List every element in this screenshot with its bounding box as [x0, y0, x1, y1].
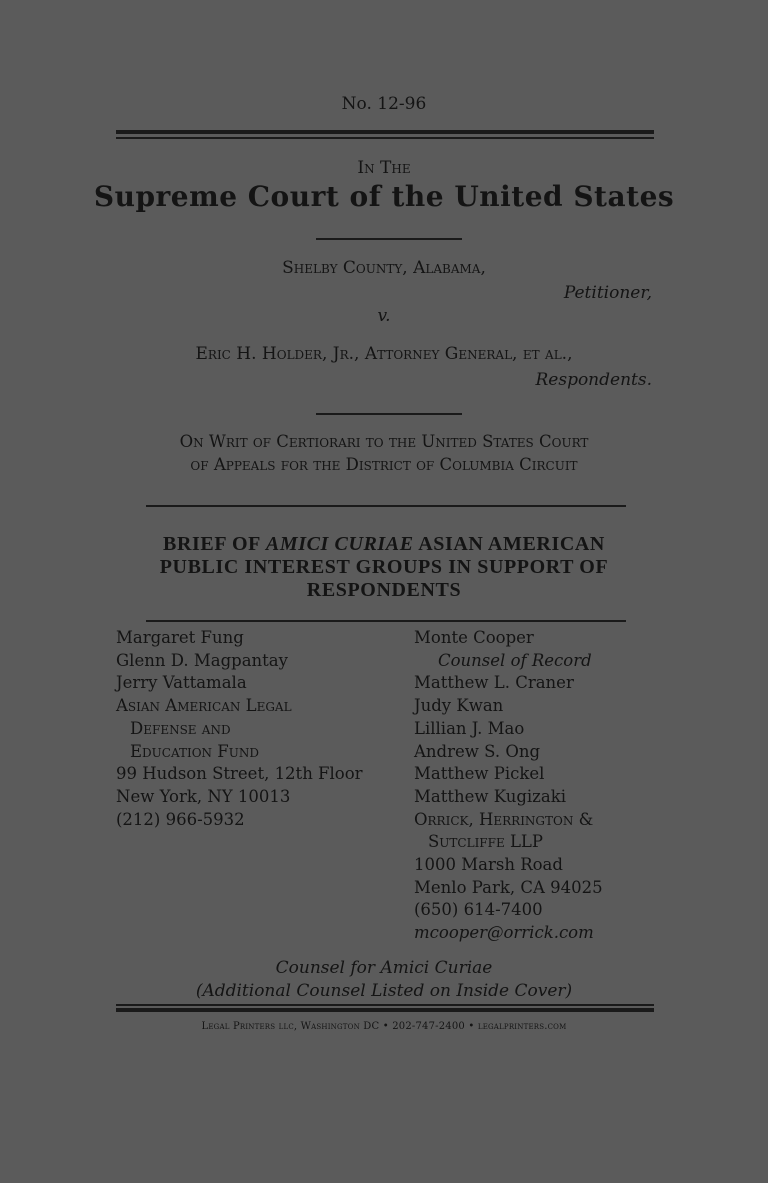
printer-footer: Legal Printers llc, Washington DC • 202-747-2400 • legalprinters.com [201, 1021, 567, 1032]
petitioner-role: Petitioner, [563, 283, 652, 303]
counsel-right-line: Menlo Park, CA 94025 [414, 877, 603, 897]
divider-rule-4 [146, 620, 626, 622]
counsel-left-line: Margaret Fung [116, 628, 244, 647]
in-the-label: In The [357, 158, 411, 178]
counsel-right-line: Andrew S. Ong [414, 741, 541, 761]
counsel-right-line: Monte Cooper [414, 628, 534, 647]
brief-line1-rest: ASIAN AMERICAN [418, 533, 605, 555]
respondent-name: Eric H. Holder, Jr., Attorney General, et al., [195, 344, 573, 364]
bottom-rule-thick [116, 1008, 654, 1012]
counsel-left-line: 99 Hudson Street, 12th Floor [116, 764, 363, 784]
writ-line-2: of Appeals for the District of Columbia Circuit [190, 455, 578, 474]
counsel-right-column [414, 627, 603, 945]
writ-line-1: On Writ of Certiorari to the United States Court [179, 432, 589, 451]
counsel-right-line: 1000 Marsh Road [414, 855, 563, 875]
counsel-for-line-2: (Additional Counsel Listed on Inside Cover) [195, 981, 573, 1001]
court-name: Supreme Court of the United States [93, 180, 675, 213]
counsel-left-line: Glenn D. Magpantay [116, 650, 288, 670]
brief-prefix: BRIEF OF [163, 533, 261, 555]
counsel-right-line: Matthew Kugizaki [414, 786, 566, 806]
counsel-right-line: Counsel of Record [438, 650, 592, 670]
counsel-right-line: Sutcliffe LLP [428, 832, 543, 852]
counsel-left-column [116, 627, 363, 831]
counsel-right-line: Judy Kwan [414, 696, 504, 716]
brief-title-line-2: PUBLIC INTEREST GROUPS IN SUPPORT OF [159, 556, 609, 578]
counsel-left-line: Education Fund [130, 741, 259, 761]
brief-title-line-1 [0, 533, 768, 555]
divider-rule-2 [316, 413, 462, 415]
counsel-left-line: Jerry Vattamala [116, 673, 247, 693]
counsel-right-line: Matthew L. Craner [414, 673, 574, 693]
respondent-role: Respondents. [535, 370, 652, 390]
counsel-for-line-1: Counsel for Amici Curiae [275, 958, 493, 978]
bottom-rule-thin [116, 1004, 654, 1006]
counsel-right-line: Orrick, Herrington & [414, 809, 594, 829]
counsel-right-line: Lillian J. Mao [414, 718, 525, 738]
counsel-left-line: New York, NY 10013 [116, 786, 291, 806]
top-rule-thick [116, 130, 654, 134]
versus-label: v. [377, 306, 391, 326]
docket-number: No. 12-96 [341, 94, 427, 114]
counsel-right-line: Matthew Pickel [414, 764, 545, 784]
counsel-left-line: Defense and [130, 718, 231, 738]
counsel-right-line: (650) 614-7400 [414, 900, 543, 920]
divider-rule-3 [146, 505, 626, 507]
counsel-left-line: Asian American Legal [116, 696, 292, 716]
brief-title-line-3: RESPONDENTS [306, 579, 462, 601]
brief-amici: AMICI CURIAE [265, 533, 414, 555]
counsel-left-line: (212) 966-5932 [116, 809, 245, 829]
top-rule-thin [116, 137, 654, 139]
petitioner-name: Shelby County, Alabama, [282, 258, 486, 278]
counsel-right-email: mcooper@orrick.com [414, 923, 594, 943]
divider-rule-1 [316, 238, 462, 240]
